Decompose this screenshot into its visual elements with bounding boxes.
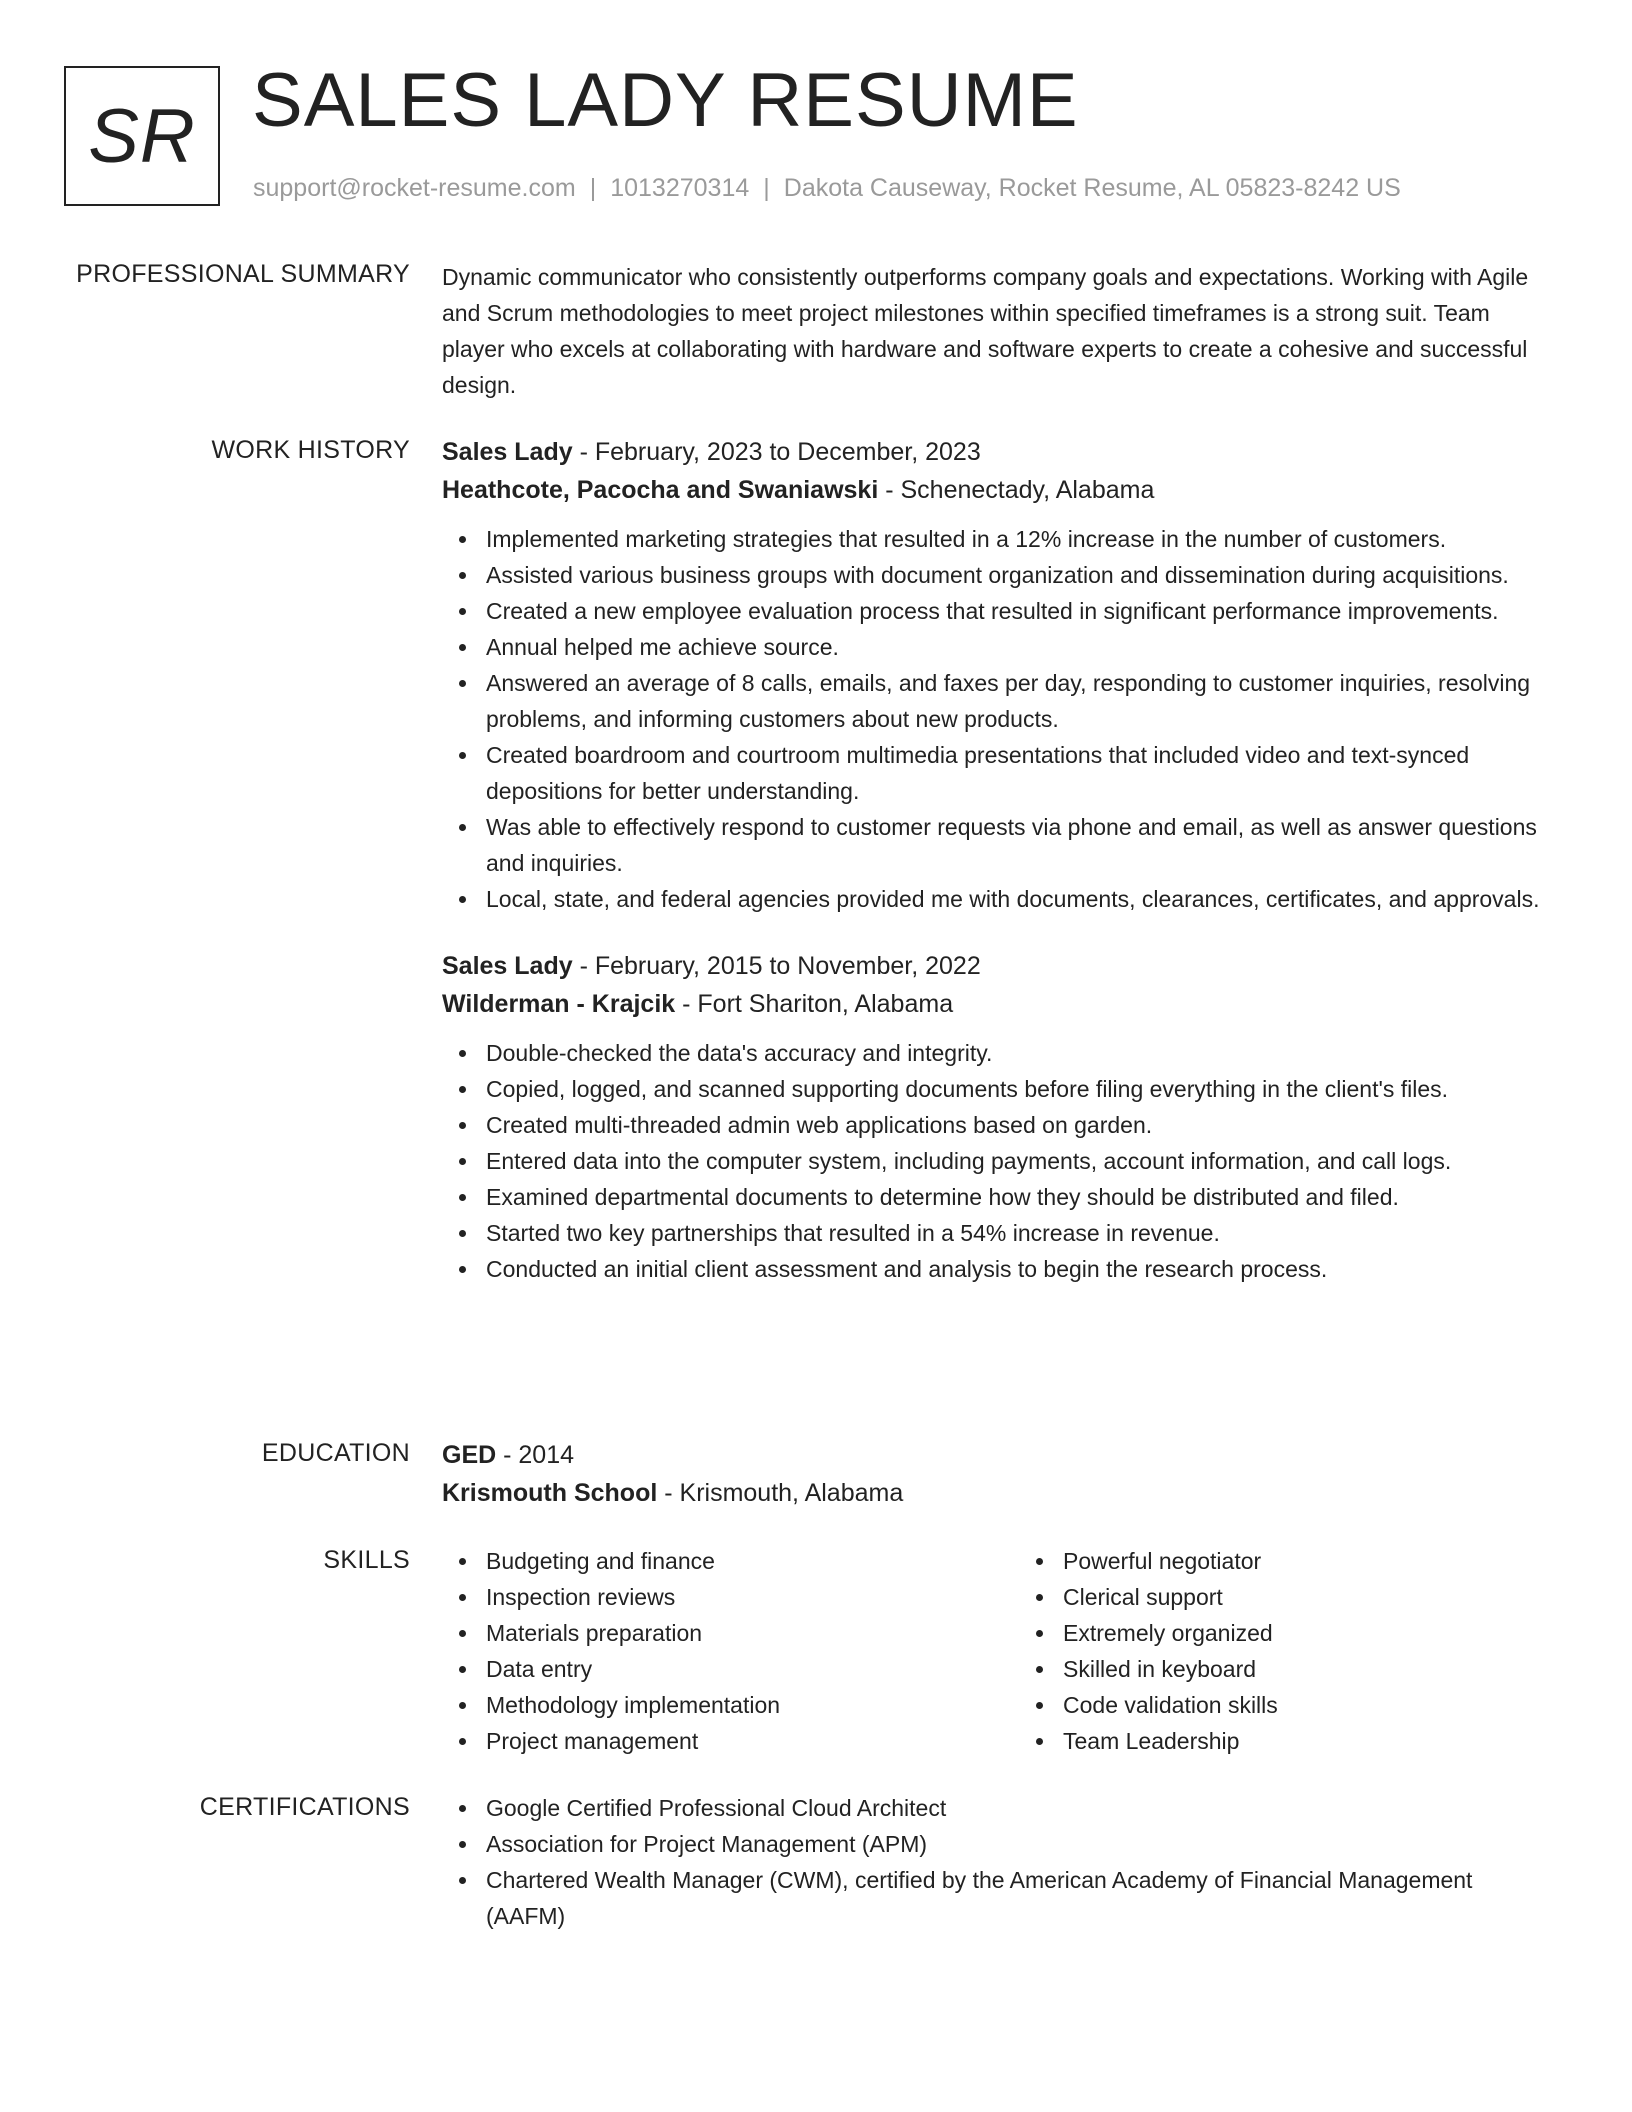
list-item: Local, state, and federal agencies provided me with documents, clearances, certificates, and approvals. [486, 881, 1552, 917]
job-bullet-list [442, 521, 1552, 917]
school-location: - Krismouth, Alabama [657, 1479, 904, 1507]
job-company-line [442, 985, 1552, 1023]
certifications-body [442, 1790, 1552, 1934]
list-item: Inspection reviews [486, 1579, 975, 1615]
job-company: Wilderman - Krajcik [442, 990, 676, 1018]
contact-separator: | [763, 174, 770, 202]
list-item: Answered an average of 8 calls, emails, and faxes per day, responding to customer inquiries, resolving problems, and informing customers about new products. [486, 665, 1552, 737]
section-heading-certifications: CERTIFICATIONS [199, 1793, 410, 1821]
list-item: Budgeting and finance [486, 1543, 975, 1579]
list-item: Started two key partnerships that resulted in a 54% increase in revenue. [486, 1215, 1552, 1251]
section-heading-summary: PROFESSIONAL SUMMARY [76, 260, 410, 288]
resume-title: SALES LADY RESUME [252, 58, 1079, 143]
job-title-line [442, 433, 1552, 471]
monogram-box [64, 66, 220, 206]
list-item: Double-checked the data's accuracy and integrity. [486, 1035, 1552, 1071]
contact-address: Dakota Causeway, Rocket Resume, AL 05823-8242 US [783, 174, 1401, 202]
list-item: Conducted an initial client assessment and analysis to begin the research process. [486, 1251, 1552, 1287]
job-title: Sales Lady [442, 438, 573, 466]
list-item: Clerical support [1063, 1579, 1552, 1615]
monogram-initials: SR [88, 93, 196, 179]
job-dates: - February, 2023 to December, 2023 [572, 438, 981, 466]
list-item: Was able to effectively respond to customer requests via phone and email, as well as answer questions and inquiries. [486, 809, 1552, 881]
list-item: Materials preparation [486, 1615, 975, 1651]
list-item: Examined departmental documents to determine how they should be distributed and filed. [486, 1179, 1552, 1215]
list-item: Project management [486, 1723, 975, 1759]
summary-text: Dynamic communicator who consistently outperforms company goals and expectations. Working with Agile and Scrum methodologies to meet project milestones within specified timeframes is a strong suit. Team player who excels at collaborating with hardware and software experts to create a cohesive and successful design. [442, 264, 1529, 398]
list-item: Created boardroom and courtroom multimedia presentations that included video and text-synced depositions for better understanding. [486, 737, 1552, 809]
skills-list-left [442, 1543, 975, 1759]
contact-email[interactable]: support@rocket-resume.com [253, 174, 576, 202]
job-company-line [442, 471, 1552, 509]
school-name: Krismouth School [442, 1479, 658, 1507]
skills-body [442, 1543, 1552, 1759]
job-location: - Fort Shariton, Alabama [675, 990, 954, 1018]
education-body [442, 1436, 1552, 1512]
section-heading-education: EDUCATION [261, 1439, 410, 1467]
school-line [442, 1474, 1552, 1512]
job-company: Heathcote, Pacocha and Swaniawski [442, 476, 879, 504]
degree: GED [442, 1441, 497, 1469]
degree-year: - 2014 [496, 1441, 575, 1469]
skills-grid [442, 1543, 1552, 1759]
work-history-body [442, 433, 1552, 1317]
job-entry [442, 947, 1552, 1287]
list-item: Association for Project Management (APM) [486, 1826, 1552, 1862]
list-item: Entered data into the computer system, including payments, account information, and call logs. [486, 1143, 1552, 1179]
contact-line [253, 172, 1401, 204]
job-location: - Schenectady, Alabama [878, 476, 1155, 504]
certifications-list [442, 1790, 1552, 1934]
degree-line [442, 1436, 1552, 1474]
job-entry [442, 433, 1552, 917]
list-item: Created multi-threaded admin web applications based on garden. [486, 1107, 1552, 1143]
list-item: Extremely organized [1063, 1615, 1552, 1651]
list-item: Assisted various business groups with document organization and dissemination during acquisitions. [486, 557, 1552, 593]
section-heading-work-history: WORK HISTORY [211, 436, 410, 464]
job-dates: - February, 2015 to November, 2022 [572, 952, 981, 980]
list-item: Chartered Wealth Manager (CWM), certified by the American Academy of Financial Management (AAFM) [486, 1862, 1552, 1934]
list-item: Copied, logged, and scanned supporting documents before filing everything in the client's files. [486, 1071, 1552, 1107]
contact-phone[interactable]: 1013270314 [610, 174, 750, 202]
list-item: Data entry [486, 1651, 975, 1687]
section-heading-skills: SKILLS [323, 1546, 410, 1574]
contact-separator: | [589, 174, 597, 202]
list-item: Google Certified Professional Cloud Architect [486, 1790, 1552, 1826]
list-item: Team Leadership [1063, 1723, 1552, 1759]
list-item: Code validation skills [1063, 1687, 1552, 1723]
list-item: Skilled in keyboard [1063, 1651, 1552, 1687]
job-title: Sales Lady [442, 952, 573, 980]
job-bullet-list [442, 1035, 1552, 1287]
skills-list-right [1019, 1543, 1552, 1759]
list-item: Implemented marketing strategies that resulted in a 12% increase in the number of customers. [486, 521, 1552, 557]
list-item: Annual helped me achieve source. [486, 629, 1552, 665]
list-item: Powerful negotiator [1063, 1543, 1552, 1579]
list-item: Created a new employee evaluation process that resulted in significant performance improvements. [486, 593, 1552, 629]
list-item: Methodology implementation [486, 1687, 975, 1723]
job-title-line [442, 947, 1552, 985]
summary-body [442, 259, 1552, 403]
